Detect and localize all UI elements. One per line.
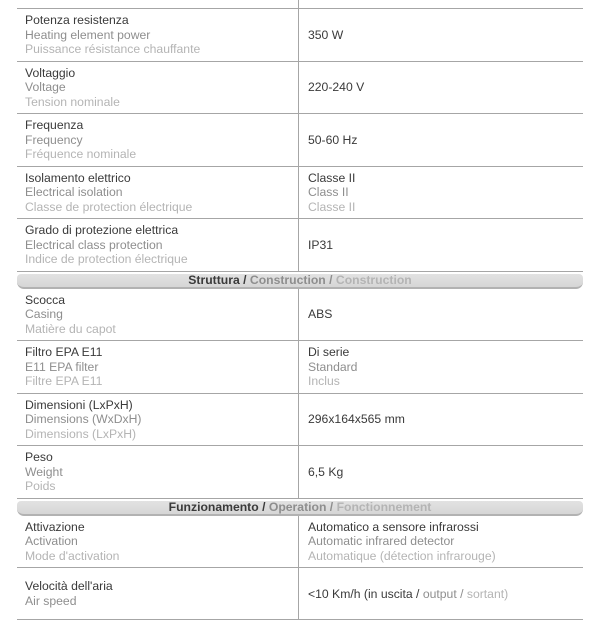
row-velocita-aria bbox=[17, 568, 583, 620]
spec-label bbox=[17, 446, 298, 498]
label-fr: Dimensions (LxPxH) bbox=[25, 426, 137, 441]
value-en: output / bbox=[419, 586, 464, 601]
value-it: 50-60 Hz bbox=[308, 132, 358, 147]
value-en: Class II bbox=[308, 185, 349, 199]
spec-value bbox=[298, 516, 583, 568]
label-en: Dimensions (WxDxH) bbox=[25, 412, 142, 426]
label-en: Electrical isolation bbox=[25, 185, 123, 199]
label-fr: Classe de protection électrique bbox=[25, 199, 193, 214]
spec-value bbox=[298, 114, 583, 166]
spec-value bbox=[298, 394, 583, 446]
row-attivazione bbox=[17, 516, 583, 569]
spec-value bbox=[298, 219, 583, 271]
section-title-fr: Construction bbox=[335, 273, 412, 287]
label-it: Voltaggio bbox=[25, 65, 76, 80]
spec-table bbox=[17, 0, 583, 620]
row-dimensioni bbox=[17, 394, 583, 447]
spec-value bbox=[298, 62, 583, 114]
spec-value bbox=[298, 568, 583, 619]
value-fr: sortant) bbox=[463, 586, 509, 601]
row-voltaggio bbox=[17, 62, 583, 115]
row-filtro-epa bbox=[17, 341, 583, 394]
label-fr: Mode d'activation bbox=[25, 548, 120, 563]
label-it: Potenza resistenza bbox=[25, 13, 129, 27]
value-it: Classe II bbox=[308, 170, 356, 185]
section-title-en: Construction / bbox=[249, 273, 336, 287]
value-fr: Automatique (détection infrarouge) bbox=[308, 548, 496, 563]
spec-value bbox=[298, 167, 583, 219]
label-en: Heating element power bbox=[25, 27, 151, 42]
label-fr: Indice de protection électrique bbox=[25, 252, 188, 266]
spec-value bbox=[298, 0, 583, 8]
spec-label bbox=[17, 516, 298, 568]
spec-label bbox=[17, 568, 298, 619]
spec-label bbox=[17, 167, 298, 219]
label-fr: Puissance résistance chauffante bbox=[25, 42, 201, 56]
row-scocca bbox=[17, 289, 583, 342]
label-fr: Fréquence nominale bbox=[25, 147, 137, 161]
label-en: Frequency bbox=[25, 132, 83, 147]
label-en: Weight bbox=[25, 464, 63, 479]
label-fr: Matière du capot bbox=[25, 321, 116, 336]
label-it: Attivazione bbox=[25, 519, 85, 534]
label-it: Grado di protezione elettrica bbox=[25, 223, 179, 237]
value-mixed bbox=[308, 585, 575, 603]
section-title-it: Struttura / bbox=[188, 273, 250, 287]
label-fr: Tension nominale bbox=[25, 94, 120, 109]
value-it: 220-240 V bbox=[308, 80, 365, 94]
spec-label bbox=[17, 0, 298, 8]
value-it: <10 Km/h (in uscita / bbox=[308, 586, 420, 601]
label-fr: Filtre EPA E11 bbox=[25, 374, 103, 388]
label-en: Voltage bbox=[25, 80, 66, 94]
label-en: Electrical class protection bbox=[25, 237, 163, 252]
row-peso bbox=[17, 446, 583, 499]
spec-label bbox=[17, 9, 298, 61]
value-fr: Inclus bbox=[308, 374, 340, 388]
value-en: Standard bbox=[308, 359, 358, 374]
value-it: IP31 bbox=[308, 237, 334, 252]
row-frequenza bbox=[17, 114, 583, 167]
value-fr: Classe II bbox=[308, 199, 356, 214]
row-isolamento-elettrico bbox=[17, 167, 583, 220]
value-it: Automatico a sensore infrarossi bbox=[308, 519, 479, 534]
label-it: Velocità dell'aria bbox=[25, 579, 113, 593]
row-grado-protezione bbox=[17, 219, 583, 272]
spec-label bbox=[17, 114, 298, 166]
label-it: Scocca bbox=[25, 292, 65, 307]
label-en: Casing bbox=[25, 307, 63, 321]
value-it: Di serie bbox=[308, 345, 350, 359]
row-potenza-resistenza bbox=[17, 9, 583, 62]
label-it: Isolamento elettrico bbox=[25, 170, 131, 185]
section-title-it: Funzionamento / bbox=[168, 500, 269, 514]
value-it: 350 W bbox=[308, 27, 344, 42]
label-it: Filtro EPA E11 bbox=[25, 345, 103, 359]
spec-label bbox=[17, 289, 298, 341]
value-it: 6,5 Kg bbox=[308, 464, 344, 479]
spec-value bbox=[298, 289, 583, 341]
section-title-fr: Fonctionnement bbox=[336, 500, 432, 514]
spec-value bbox=[298, 9, 583, 61]
spec-value bbox=[298, 446, 583, 498]
section-title-en: Operation / bbox=[268, 500, 337, 514]
value-en: Automatic infrared detector bbox=[308, 534, 455, 548]
label-en: E11 EPA filter bbox=[25, 359, 99, 374]
label-it: Peso bbox=[25, 450, 53, 464]
section-bar-funzionamento bbox=[17, 501, 583, 516]
spec-label bbox=[17, 394, 298, 446]
value-it: ABS bbox=[308, 307, 333, 321]
spec-label bbox=[17, 341, 298, 393]
label-fr: Poids bbox=[25, 479, 56, 493]
label-en: Activation bbox=[25, 534, 78, 548]
spec-label bbox=[17, 62, 298, 114]
spec-label bbox=[17, 219, 298, 271]
value-it: 296x164x565 mm bbox=[308, 412, 405, 426]
row-cut-top bbox=[17, 0, 583, 9]
spec-value bbox=[298, 341, 583, 393]
section-bar-struttura bbox=[17, 274, 583, 289]
label-it: Dimensioni (LxPxH) bbox=[25, 397, 133, 412]
label-en: Air speed bbox=[25, 593, 77, 608]
label-it: Frequenza bbox=[25, 118, 84, 132]
